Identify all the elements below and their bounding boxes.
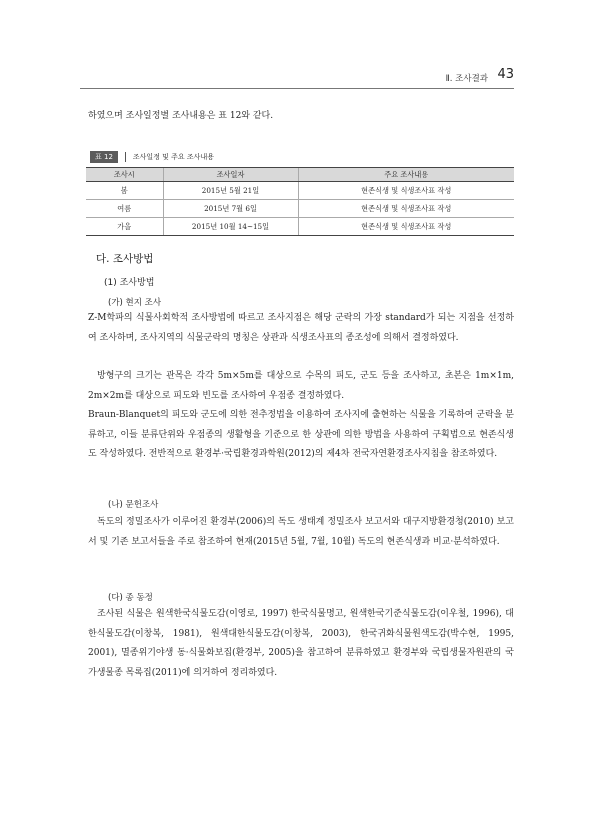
table-cell: 여름	[86, 200, 163, 218]
paragraph-text: 독도의 정밀조사가 이루어진 환경부(2006)의 독도 생태계 정밀조사 보고서와 대구지방환경청(2010) 보고서 및 기존 보고서들을 주로 참조하여 현재(2015년 5월, 7월, 10월) 독도의 현존식생과 비교·분석하였다.	[88, 517, 514, 547]
table-cell: 2015년 5월 21일	[163, 182, 298, 200]
table-cell: 2015년 10월 14~15일	[163, 218, 298, 236]
table-cell: 가을	[86, 218, 163, 236]
species-identification-paragraph	[88, 605, 514, 683]
literature-survey-heading: (나) 문헌조사	[108, 500, 159, 510]
paragraph-text: 방형구의 크기는 관목은 각각 5m×5m를 대상으로 수목의 피도, 군도 등을 조사하고, 초본은 1m×1m, 2m×2m를 대상으로 피도와 빈도를 조사하여 우점종 결정하였다.	[88, 371, 514, 401]
field-survey-paragraph-3	[88, 406, 514, 465]
table-caption	[90, 151, 214, 163]
table-row	[86, 182, 514, 200]
table-cell: 봄	[86, 182, 163, 200]
table-label: 표 12	[90, 151, 118, 163]
running-header-title: Ⅱ. 조사결과	[445, 74, 488, 84]
table-title: 조사일정 및 주요 조사내용	[132, 153, 214, 161]
species-identification-heading: (다) 종 동정	[108, 593, 153, 603]
subsection-heading: (1) 조사방법	[104, 278, 155, 288]
table-cell: 2015년 7월 6일	[163, 200, 298, 218]
column-header: 조사시	[86, 168, 163, 182]
field-survey-paragraph-1	[88, 309, 514, 348]
literature-survey-paragraph	[88, 513, 514, 552]
paragraph-text: Braun-Blanquet의 피도와 군도에 의한 전추정법을 이용하여 조사지에 출현하는 식물을 기록하여 군락을 분류하고, 이들 분류단위와 우점종의 생활형을 기준으로 한 상관에 의한 방법을 사용하여 구획법으로 현존식생도 작성하였다. 전반적으로 환경부·국립환경과학원(2012)의 제4차 전국자연환경조사지침을 참조하였다.	[88, 410, 514, 459]
intro-paragraph	[88, 107, 514, 127]
paragraph-text: 조사된 식물은 원색한국식물도감(이영로, 1997) 한국식물명고, 원색한국기준식물도감(이우철, 1996), 대한식물도감(이창복, 1981), 원색대한식물도감(이창복, 2003), 한국귀화식물원색도감(박수현, 1995, 2001), 멸종위기야생 동·식물화보집(환경부, 2005)을 참고하여 분류하였고 환경부와 국립생물자원관의 국가생물종 목록집(2011)에 의거하여 정리하였다.	[88, 609, 514, 678]
page-number: 43	[497, 67, 514, 82]
field-survey-heading: (가) 현지 조사	[108, 298, 162, 308]
table-row	[86, 200, 514, 218]
table-header-row	[86, 168, 514, 182]
table-cell: 현존식생 및 식생조사표 작성	[298, 218, 514, 236]
section-heading: 다. 조사방법	[96, 253, 154, 265]
paragraph-text: Z-M학파의 식물사회학적 조사방법에 따르고 조사지점은 해당 군락의 가장 standard가 되는 지점을 선정하여 조사하며, 조사지역의 식물군락의 명칭은 상관과 식생조사표의 종조성에 의해서 결정하였다.	[88, 313, 514, 343]
field-survey-paragraph-2	[88, 367, 514, 406]
column-header: 주요 조사내용	[298, 168, 514, 182]
column-header: 조사일자	[163, 168, 298, 182]
page-header	[80, 66, 514, 89]
table-row	[86, 218, 514, 236]
intro-text: 하였으며 조사일정별 조사내용은 표 12와 같다.	[88, 111, 274, 121]
table-cell: 현존식생 및 식생조사표 작성	[298, 200, 514, 218]
caption-divider	[125, 152, 126, 162]
schedule-table	[86, 167, 514, 236]
table-cell: 현존식생 및 식생조사표 작성	[298, 182, 514, 200]
